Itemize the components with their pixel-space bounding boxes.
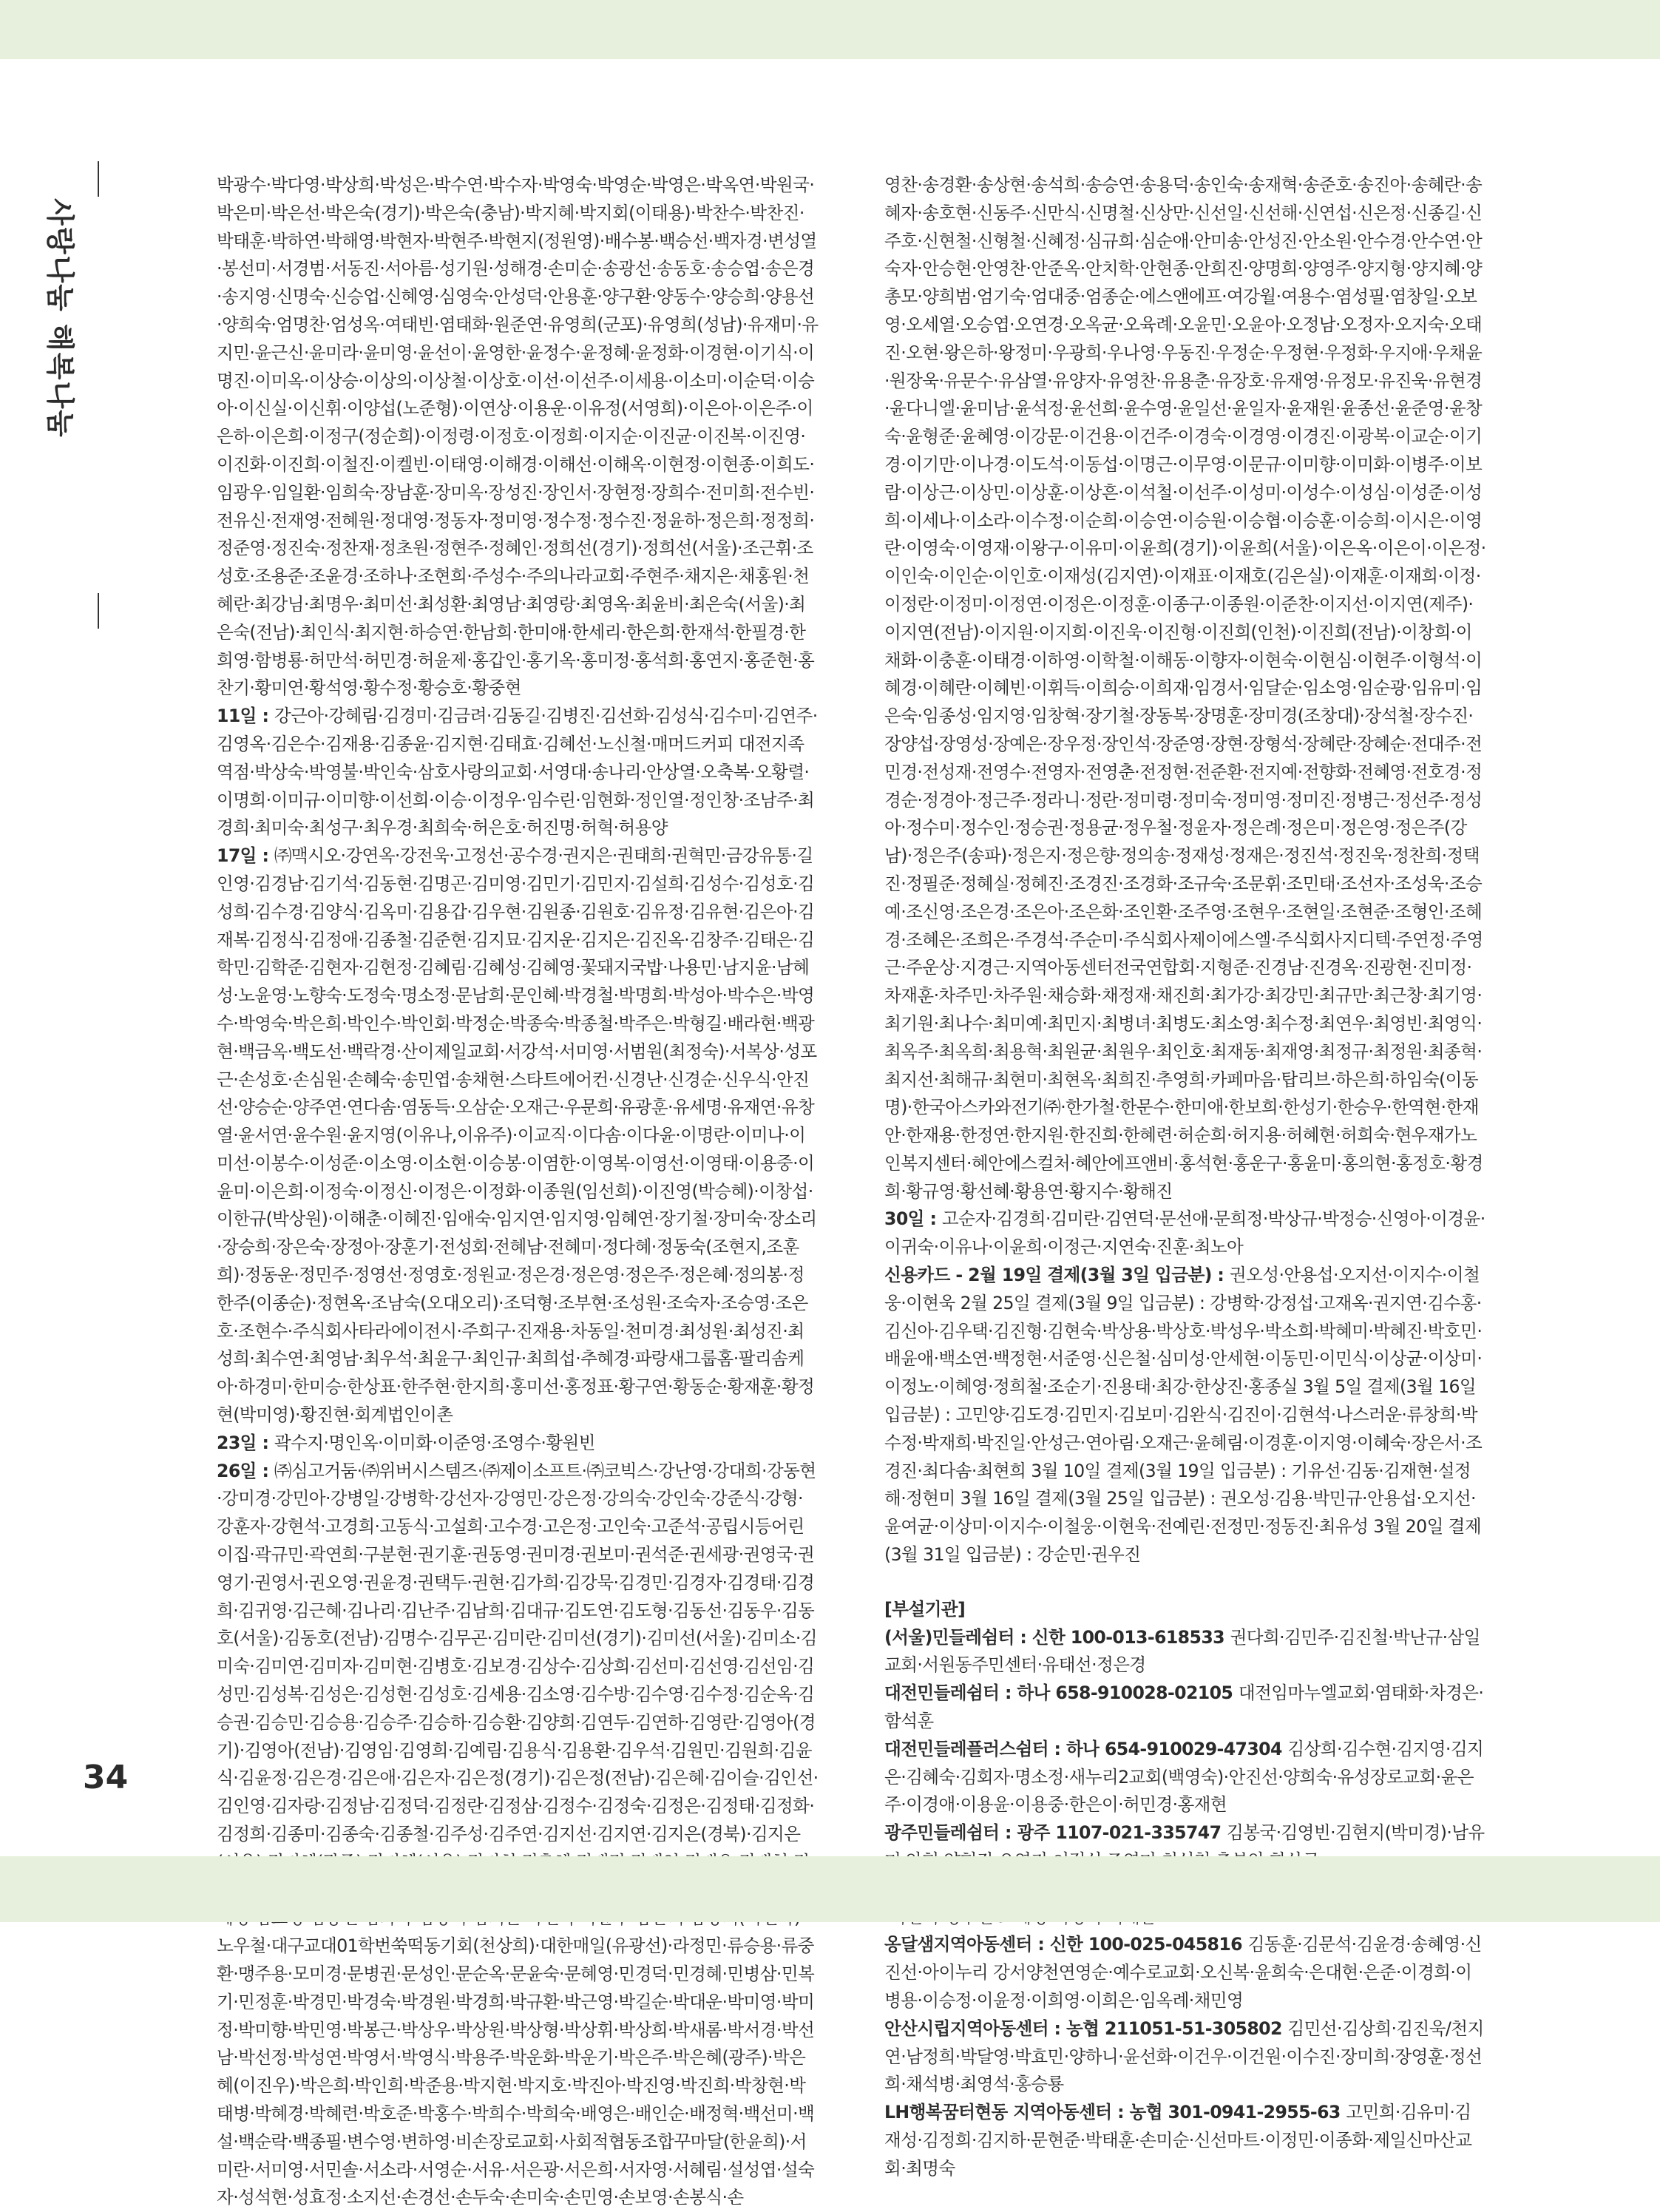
affiliated-heading: [부설기관]: [884, 1598, 966, 1620]
affiliated-entry: 광주민들레쉼터 : 광주 1107-021-335747 김봉국·김영빈·김현지(박미경)·남유: [884, 1822, 1485, 1844]
donor-paragraph: 26일 : ㈜심고거둠·㈜위버시스템즈·㈜제이소프트·㈜코빅스·강난영·강대희·강동현·강미경·강민아·강병일·강병학·강선자·강영민·강은정·강의숙·강인숙·강준식·강형·강훈자·강현석·고경희·고동식·고설희·고수경·고은정·고인숙·고준석·공립시등어린이집·곽규민·곽연희·구분현·권기훈·권동영·권미경·권보미·권석준·권세광·권영국·권영기·권영서·권오영·권윤경·권택두·권현·김가희·김강묵·김경민·김경자·김경태·김경희·김귀영·김근혜·김나리·김난주·김남희·김대규·김도연·김도형·김동선·김동우·김동호(서울)·김동호(전남)·김명수·김무곤·김미란·김미선(경기)·김미선(서울)·김미소·김미숙·김미연·김미자·김미현·김병호·김보경·김상수·김상희·김선미·김선영·김선임·김성민·김성복·김성은·김성현·김성호·김세용·김소영·김수방·김수영·김수정·김순옥·김승권·김승민·김승용·김승주·김승하·김승환·김양희·김연두·김연하·김영란·김영아(경기)·김영아(전남)·김영임·김영희·김예림·김용식·김용환·김우석·김원민·김원희·김윤식·김윤정·김은경·김은애·김은자·김은정(경기)·김은정(전남)·김은혜·김이슬·김인선·김인영·김자랑·김정남·김정덕·김정란·김정삼·김정수·김정숙·김정은·김정태·김정화·김정희·김종미·김종숙·김종철·김주성·김주연·김지선·김지연·김지은(경북)·김지은 노우철·대구교대01학번쑥떡동기회(천상희)·대한매일(유광선)·라정민·류승용·류중환·맹주용·모미경·문병권·문성인·문순옥·문윤숙·문혜영·민경덕·민경혜·민병삼·민복기·민정훈·박경민·박경숙·박경원·박경희·박규환·박근영·박길순·박대운·박미영·박미정·박미향·박민영·박봉근·박상우·박상원·박상형·박상휘·박상희·박새롬·박서경·박선남·박선정·박성연·박영서·박영식·박용주·박운화·박운기·박은주·박은혜(광주)·박은혜(이진우)·박은희·박인희·박준용·박지현·박지호·박진아·박진영·박진희·박창현·박태병·박혜경·박혜련·박호준·박홍수·박희수·박희숙·배영은·배인순·배정혁·백선미·백설·백순락·백종필·변수영·변하영·비손장로교회·사회적협동조합꾸마달(한윤희)·서미란·서미영·서민솔·서소라·서영순·서유·서은광·서은희·서자영·서혜림·설성엽·설숙자·성석현·성효정·소지선·손경선·손두숙·손미숙·손민영·손보영·손봉식·손: [217, 1460, 819, 2208]
side-rule-bottom: [98, 593, 99, 629]
affiliated-entry: 안산시립지역아동센터 : 농협 211051-51-305802 김민선·김상희·김진욱/천지연·남정희·박달영·박효민·양하니·윤선화·이건우·이건원·이수진·장미희·장영훈·정선희·채석병·최영석·홍승룡: [884, 2017, 1484, 2095]
donor-paragraph: 영찬·송경환·송상현·송석희·송승연·송용덕·송인숙·송재혁·송준호·송진아·송혜란·송혜자·송호현·신동주·신만식·신명철·신상만·신선일·신선해·신연섭·신은정·신종길·신주호·신현철·신형철·신혜정·심규희·심순애·안미송·안성진·안소원·안수경·안수연·안숙자·안승현·안영찬·안준옥·안치학·안현종·안희진·양명희·양영주·양지형·양지혜·양총모·양희범·엄기숙·엄대중·엄종순·에스앤에프·여강월·여용수·염성필·염창일·오보영·오세열·오승엽·오연경·오옥균·오육례·오윤민·오윤아·오정남·오정자·오지숙·오태진·오현·왕은하·왕정미·우광희·우나영·우동진·우정순·우정현·우정화·우지애·우채윤·원장욱·유문수·유삼열·유양자·유영찬·유용춘·유장호·유재영·유정모·유진욱·유현경·윤다니엘·윤미남·윤석정·윤선희·윤수영·윤일선·윤일자·윤재원·윤종선·윤준영·윤창숙·윤형준·윤혜영·이강문·이건용·이건주·이경숙·이경영·이경진·이광복·이교순·이기경·이기만·이나경·이도석·이동섭·이명근·이무영·이문규·이미향·이미화·이병주·이보람·이상근·이상민·이상훈·이상흔·이석철·이선주·이성미·이성수·이성심·이성준·이성희·이세나·이소라·이수정·이순희·이승연·이승원·이승협·이승훈·이승희·이시은·이영란·이영숙·이영재·이왕구·이유미·이윤희(경기)·이윤희(서울)·이은옥·이은이·이은정·이인숙·이인순·이인호·이재성(김지연)·이재표·이재호(김은실)·이재훈·이재희·이정·이정란·이정미·이정연·이정은·이정훈·이종구·이종원·이준찬·이지선·이지연(제주)·이지연(전남)·이지원·이지희·이진욱·이진형·이진희(인천)·이진희(전남)·이창희·이채화·이충훈·이태경·이하영·이학철·이해동·이향자·이현숙·이현심·이현주·이형석·이혜경·이혜란·이혜빈·이휘득·이희승·이희재·임경서·임달순·임소영·임순광·임유미·임은숙·임종성·임지영·임창혁·장기철·장동복·장명훈·장미경(조창대)·장석철·장수진·장양섭·장영성·장예은·장우정·장인석·장준영·장현·장형석·장혜란·장혜순·전대주·전민경·전성재·전영수·전영자·전영춘·전정현·전준환·전지예·전향화·전혜영·전호경·정경순·정경아·정근주·정라니·정란·정미령·정미숙·정미영·정미진·정병근·정선주·정성아·정수미·정수인·정승권·정용균·정우철·정윤자·정은례·정은미·정은영·정은주(강남)·정은주(송파)·정은지·정은향·정의송·정재성·정재은·정진석·정진욱·정찬희·정택진·정필준·정혜실·정혜진·조경진·조경화·조규숙·조문휘·조민태·조선자·조성욱·조승예·조신영·조은경·조은아·조은화·조인환·조주영·조현우·조현일·조현준·조형인·조혜경·조혜은·조희은·주경석·주순미·주식회사제이에스엘·주식회사지디텍·주연정·주영근·주운상·지경근·지역아동센터전국연합회·지형준·진경남·진경옥·진광현·진미정·차재훈·차주민·차주원·채승화·채정재·채진희·최가강·최강민·최규만·최근창·최기영·최기원·최나수·최미예·최민지·최병녀·최병도·최소영·최수정·최연우·최영빈·최영익·최옥주·최옥희·최용혁·최원균·최원우·최인호·최재동·최재영·최정규·최정원·최종혁·최지선·최해규·최현미·최현옥·최희진·추영희·카페마음·탑리브·하은희·하임숙(이동명)·한국아스카와전기㈜·한가철·한문수·한미애·한보희·한성기·한승우·한역현·한재안·한재용·한정연·한지원·한진희·한혜련·허순희·허지용·허혜현·허희숙·현우재가노인복지센터·혜안에스컬처·혜안에프앤비·홍석현·홍운구·홍윤미·홍의현·홍정호·황경희·황규영·황선혜·황용연·황지수·황해진: [884, 175, 1486, 1202]
credit-card-paragraph: 신용카드 - 2월 19일 결제(3월 3일 입금분) : 권오성·안용섭·오지선·이지수·이철웅·이현욱 2월 25일 결제(3월 9일 입금분) : 강병학·강정섭·고재옥·권지연·김수홍·김신아·김우택·김진형·김현숙·박상용·박상호·박성우·박소희·박혜미·박혜진·박호민·배윤애·백소연·백정현·서준영·신은철·심미성·안세현·이동민·이민식·이상균·이상미·이정노·이혜영·정희철·조순기·진용태·최강·한상진·홍종실 3월 5일 결제(3월 16일 입금분) : 고민양·김도경·김민지·김보미·김완식·김진이·김현석·나스러운·류창희·박수정·박재희·박진일·안성근·연아림·오재근·윤혜림·이경훈·이지영·이혜숙·장은서·조경진·최다솜·최현희 3월 10일 결제(3월 19일 입금분) : 기유선·김동·김재현·설정해·정현미 3월 16일 결제(3월 25일 입금분) : 권오성·김용·박민규·안용섭·오지선·윤여균·이상미·이지수·이철웅·이현욱·전예린·전정민·정동진·최유성 3월 20일 결제(3월 31일 입금분) : 강순민·권우진: [884, 1265, 1483, 1566]
affiliated-entry: LH행복꿈터현동 지역아동센터 : 농협 301-0941-2955-63 고민희·김유미·김재성·김정희·김지하·문현준·박태훈·손미순·신선마트·이정민·이종화·제일신마산교회·최명숙: [884, 2102, 1472, 2179]
affiliated-entry: 옹달샘지역아동센터 : 신한 100-025-045816 김동훈·김문석·김윤경·송혜영·신진선·아이누리 강서양천연영순·예수로교회·오신복·윤희숙·은대현·은준·이경희·이병용·이승정·이윤정·이희영·이희은·임옥례·채민영: [884, 1934, 1482, 2011]
section-title: 사랑나눔 해복나눔: [44, 198, 76, 439]
donor-paragraph: 23일 : 곽수지·명인옥·이미화·이준영·조영수·황원빈: [217, 1432, 595, 1453]
donor-paragraph: 박광수·박다영·박상희·박성은·박수연·박수자·박영숙·박영순·박영은·박옥연·박원국·박은미·박은선·박은숙(경기)·박은숙(충남)·박지혜·박지회(이태용)·박찬수·박찬진·박태훈·박하연·박해영·박현자·박현주·박현지(정원영)·배수봉·백승선·백자경·변성열·봉선미·서경범·서동진·서아름·성기원·성해경·손미순·송광선·송동호·송승엽·송은경·송지영·신명숙·신승업·신혜영·심영숙·안성덕·안용훈·양구환·양동수·양승희·양용선·양희숙·엄명찬·엄성옥·여태빈·염태화·원준연·유영희(군포)·유영희(성남)·유재미·유지민·윤근신·윤미라·윤미영·윤선이·윤영한·윤정수·윤정혜·윤정화·이경현·이기식·이명진·이미옥·이상승·이상의·이상철·이상호·이선·이선주·이세용·이소미·이순덕·이승아·이신실·이신휘·이양섭(노준형)·이연상·이용운·이유정(서영희)·이은아·이은주·이은하·이은희·이정구(정순희)·이정령·이정호·이정희·이지순·이진균·이진복·이진영·이진화·이진희·이철진·이켈빈·이태영·이해경·이해선·이해옥·이현정·이현종·이희도·임광우·임일환·임희숙·장남훈·장미옥·장성진·장인서·장현정·장희수·전미희·전수빈·전유신·전재영·전혜원·정대영·정동자·정미영·정수정·정수진·정윤하·정은희·정정희·정준영·정진숙·정찬재·정초원·정현주·정혜인·정희선(경기)·정희선(서울)·조근휘·조성호·조용준·조윤경·조하나·조현희·주성수·주의나라교회·주현주·채지은·채홍원·천혜란·최강님·최명우·최미선·최성환·최영남·최영랑·최영옥·최윤비·최은숙(서울)·최은숙(전남)·최인식·최지현·하승연·한남희·한미애·한세리·한은희·한재석·한필경·한희영·함병룡·허만석·허민경·허윤제·홍갑인·홍기옥·홍미정·홍석희·홍연지·홍준현·홍찬기·황미연·황석영·황수정·황승호·황중현: [217, 175, 819, 699]
page-number: 34: [83, 1759, 129, 1796]
side-rule-top: [98, 161, 99, 197]
donor-paragraph: 30일 : 고순자·김경희·김미란·김연덕·문선애·문희정·박상규·박정승·신영아·이경윤·이귀숙·이유나·이윤희·이정근·지연숙·진훈·최노아: [884, 1208, 1485, 1258]
bottom-band: [0, 1856, 1660, 1922]
affiliated-entry: (서울)민들레쉼터 : 신한 100-013-618533 권다희·김민주·김진철·박난규·삼일교회·서원동주민센터·유태선·정은경: [884, 1626, 1480, 1676]
top-band: [0, 0, 1660, 59]
donor-paragraph: 11일 : 강근아·강혜림·김경미·김금려·김동길·김병진·김선화·김성식·김수미·김연주·김영옥·김은수·김재용·김종윤·김지현·김태효·김혜선·노신철·매머드커피 대전지족역점·박상숙·박영불·박인숙·삼호사랑의교회·서영대·송나리·안상열·오축복·오황렬·이명희·이미규·이미향·이선희·이승·이정우·임수린·임현화·정인열·정인창·조남주·최경희·최미숙·최성구·최우경·최희숙·허은호·허진명·허혁·허용양: [217, 706, 818, 839]
affiliated-entry: 대전민들레플러스쉼터 : 하나 654-910029-47304 김상희·김수현·김지영·김지은·김혜숙·김회자·명소정·새누리2교회(백영숙)·안진선·양희숙·유성장로교회·윤은주·이경애·이용윤·이용중·한은이·허민경·홍재현: [884, 1738, 1484, 1816]
affiliated-entry: 대전민들레쉼터 : 하나 658-910028-02105 대전임마누엘교회·염태화·차경은·함석훈: [884, 1682, 1484, 1732]
donor-paragraph: 17일 : ㈜맥시오·강연옥·강전욱·고정선·공수경·권지은·권태희·권혁민·금강유통·길인영·김경남·김기석·김동현·김명곤·김미영·김민기·김민지·김설희·김성수·김성호·김성희·김수경·김양식·김옥미·김용갑·김우현·김원종·김원호·김유정·김유현·김은아·김재복·김정식·김정애·김종철·김준현·김지묘·김지운·김지은·김진옥·김창주·김태은·김학민·김학준·김현자·김현정·김혜림·김혜성·김혜영·꽃돼지국밥·나용민·남지윤·남혜성·노윤영·노향숙·도정숙·명소정·문남희·문인혜·박경철·박명희·박성아·박수은·박영수·박영숙·박은희·박인수·박인회·박정순·박종숙·박종철·박주은·박형길·배라현·백광현·백금옥·백도선·백락경·산이제일교회·서강석·서미영·서범원(최정숙)·서복상·성포근·손성호·손심원·손혜숙·송민엽·송채현·스타트에어컨·신경난·신경순·신우식·안진선·양승순·양주연·연다솜·염동득·오삼순·오재근·우문희·유광훈·유세명·유재연·유창열·윤서연·윤수원·윤지영(이유나,이유주)·이교직·이다솜·이다윤·이명란·이미나·이미선·이봉수·이성준·이소영·이소현·이승봉·이염한·이영복·이영선·이영태·이용중·이윤미·이은희·이정숙·이정신·이정은·이정화·이종원(임선희)·이진영(박승혜)·이창섭·이한규(박상원)·이해춘·이혜진·임애숙·임지연·임지영·임혜연·장기철·장미숙·장소리·장승희·장은숙·장정아·장훈기·전성회·전혜남·전혜미·정다혜·정동숙(조현지,조훈희)·정동운·정민주·정영선·정영호·정원교·정은경·정은영·정은주·정은혜·정의봉·정한주(이종순)·정현옥·조남숙(오대오리)·조덕형·조부현·조성원·조숙자·조승영·조은호·조현수·주식회사타라에이전시·주희구·진재용·차동일·천미경·최성원·최성진·최성희·최수연·최영남·최우석·최윤구·최인규·최희섭·추혜경·파랑새그룹홈·팔리솜케아·하경미·한미승·한상표·한주현·한지희·홍미선·홍정표·황구연·황동순·황재훈·황정현(박미영)·황진현·회계법인이촌: [217, 845, 817, 1426]
section-gap: [884, 1569, 1486, 1596]
